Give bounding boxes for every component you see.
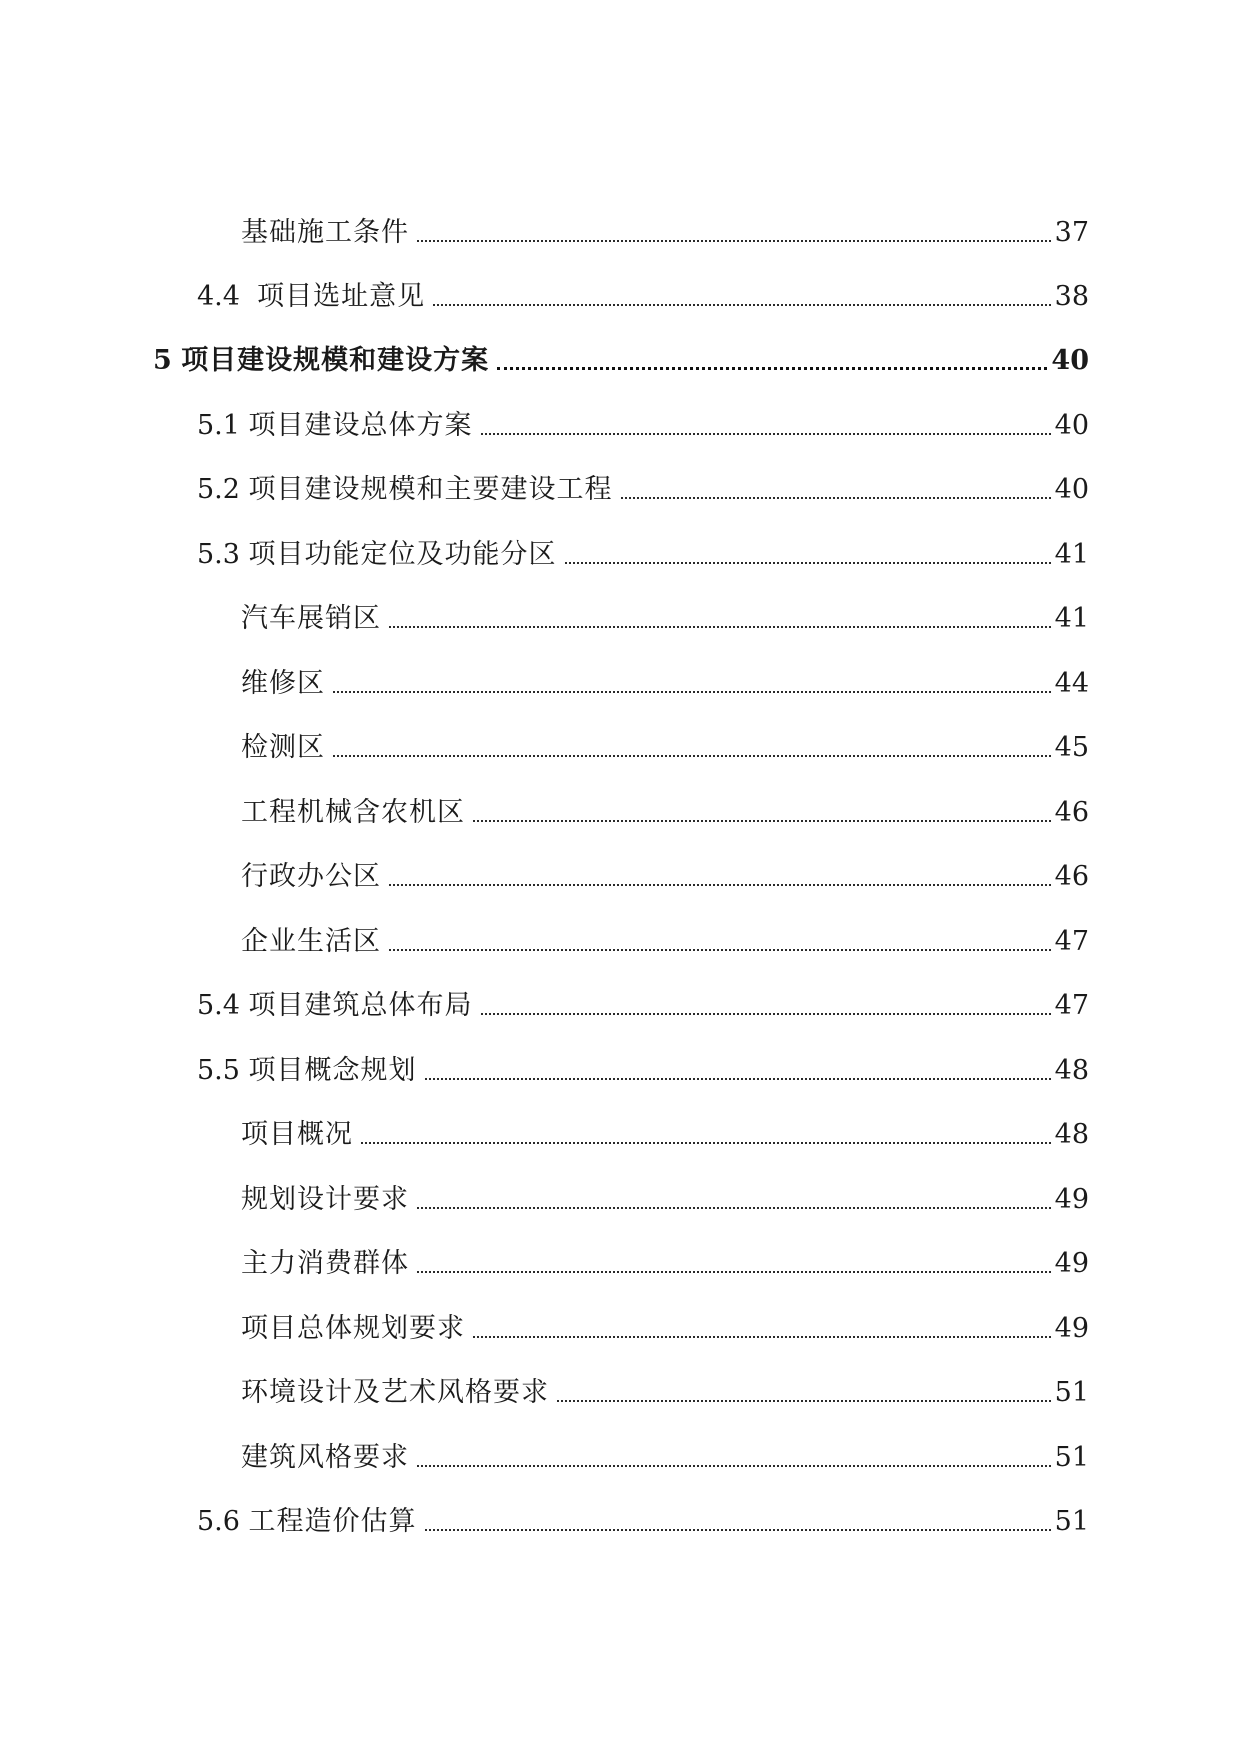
dot-leader (565, 535, 1051, 575)
toc-entry[interactable] (241, 922, 1089, 962)
toc-entry[interactable] (241, 728, 1089, 768)
toc-entry-title: 项目选址意见 (257, 281, 426, 312)
toc-entry-page: 49 (1054, 1313, 1089, 1344)
toc-entry-number: 4.4 (197, 281, 258, 312)
toc-entry-number: 5.2 (197, 474, 249, 505)
dot-leader (417, 213, 1051, 253)
dot-leader (417, 1244, 1051, 1284)
toc-entry-title: 规划设计要求 (241, 1184, 409, 1215)
toc-entry-page: 46 (1054, 861, 1089, 892)
dot-leader (481, 406, 1051, 446)
toc-entry-title: 工程造价估算 (248, 1506, 417, 1537)
toc-entry[interactable] (197, 1502, 1089, 1542)
dot-leader (417, 1180, 1051, 1220)
toc-entry-page: 49 (1054, 1184, 1089, 1215)
toc-entry[interactable] (241, 1115, 1089, 1155)
toc-entry-title: 项目建筑总体布局 (248, 990, 473, 1021)
dot-leader (433, 277, 1051, 317)
toc-entry-page: 51 (1054, 1442, 1089, 1473)
toc-entry-number: 5.4 (197, 990, 249, 1021)
toc-entry[interactable] (197, 986, 1089, 1026)
toc-entry-number: 5.6 (197, 1506, 249, 1537)
dot-leader (389, 922, 1051, 962)
dot-leader (425, 1051, 1051, 1091)
toc-entry[interactable] (197, 277, 1089, 317)
toc-entry-title: 项目建设规模和主要建设工程 (248, 474, 613, 505)
toc-entry[interactable] (241, 664, 1089, 704)
dot-leader (389, 857, 1051, 897)
toc-entry[interactable] (241, 1309, 1089, 1349)
toc-entry-number: 5.1 (197, 410, 249, 441)
toc-entry-title: 行政办公区 (241, 861, 381, 892)
toc-entry-page: 41 (1054, 539, 1089, 570)
toc-entry-title: 项目功能定位及功能分区 (248, 539, 557, 570)
dot-leader (361, 1115, 1051, 1155)
toc-entry-title: 建筑风格要求 (241, 1442, 409, 1473)
toc-entry-page: 45 (1054, 732, 1089, 763)
toc-entry-page: 40 (1051, 345, 1089, 376)
dot-leader (389, 599, 1051, 639)
dot-leader (333, 728, 1051, 768)
toc-entry[interactable] (153, 341, 1089, 381)
toc-entry-title: 工程机械含农机区 (241, 797, 465, 828)
toc-entry-title: 项目建设规模和建设方案 (181, 345, 490, 376)
toc-entry-page: 40 (1054, 474, 1089, 505)
dot-leader (473, 1309, 1051, 1349)
toc-entry[interactable] (197, 406, 1089, 446)
toc-entry-title: 项目概念规划 (248, 1055, 417, 1086)
toc-entry[interactable] (241, 213, 1089, 253)
toc-entry-page: 46 (1054, 797, 1089, 828)
toc-entry[interactable] (241, 793, 1089, 833)
toc-entry-page: 44 (1054, 668, 1089, 699)
toc-entry[interactable] (197, 1051, 1089, 1091)
toc-entry[interactable] (241, 1180, 1089, 1220)
toc-entry-page: 48 (1054, 1055, 1089, 1086)
toc-entry-page: 37 (1054, 217, 1089, 248)
toc-entry-page: 48 (1054, 1119, 1089, 1150)
toc-entry-title: 项目概况 (241, 1119, 353, 1150)
toc-entry-page: 51 (1054, 1377, 1089, 1408)
dot-leader (333, 664, 1051, 704)
toc-entry[interactable] (197, 535, 1089, 575)
toc-entry-title: 企业生活区 (241, 926, 381, 957)
toc-entry-number: 5.5 (197, 1055, 249, 1086)
dot-leader (557, 1373, 1051, 1413)
toc-entry[interactable] (241, 857, 1089, 897)
toc-entry[interactable] (197, 470, 1089, 510)
dot-leader (473, 793, 1051, 833)
toc-entry-page: 47 (1054, 926, 1089, 957)
toc-entry-title: 主力消费群体 (241, 1248, 409, 1279)
toc-entry-title: 项目总体规划要求 (241, 1313, 465, 1344)
toc-entry[interactable] (241, 1244, 1089, 1284)
toc-entry-page: 38 (1054, 281, 1089, 312)
toc-entry-title: 项目建设总体方案 (248, 410, 473, 441)
dot-leader (417, 1438, 1051, 1478)
toc-entry-number: 5.3 (197, 539, 249, 570)
toc-entry[interactable] (241, 1373, 1089, 1413)
dot-leader (425, 1502, 1051, 1542)
toc-entry-title: 基础施工条件 (241, 217, 409, 248)
toc-entry-page: 51 (1054, 1506, 1089, 1537)
toc-entry-page: 40 (1054, 410, 1089, 441)
dot-leader (621, 470, 1051, 510)
toc-entry[interactable] (241, 1438, 1089, 1478)
toc-entry-title: 汽车展销区 (241, 603, 381, 634)
toc-entry-page: 41 (1054, 603, 1089, 634)
toc-entry-title: 环境设计及艺术风格要求 (241, 1377, 549, 1408)
toc-entry-number: 5 (153, 345, 182, 376)
toc-entry-title: 检测区 (241, 732, 325, 763)
toc-entry-page: 49 (1054, 1248, 1089, 1279)
dot-leader (481, 986, 1051, 1026)
toc-entry-page: 47 (1054, 990, 1089, 1021)
toc-entry-title: 维修区 (241, 668, 325, 699)
dot-leader (497, 341, 1047, 381)
toc-entry[interactable] (241, 599, 1089, 639)
